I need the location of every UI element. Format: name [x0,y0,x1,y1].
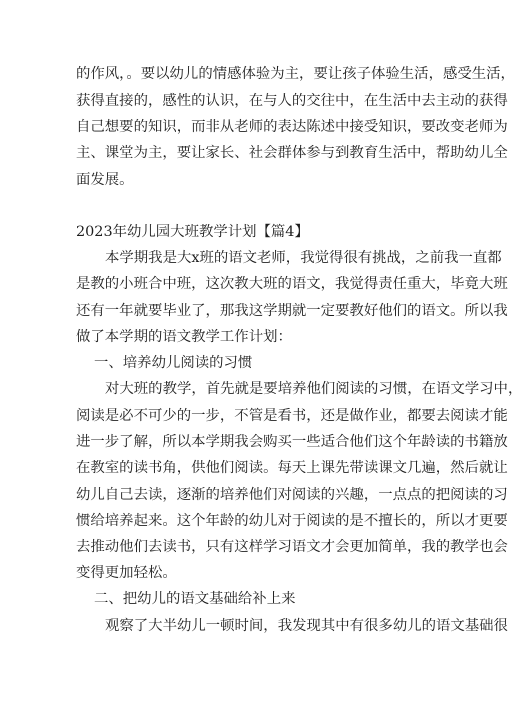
paragraph-3-line-6: 惯给培养起来。这个年龄的幼儿对于阅读的是不擅长的，所以才更要 [76,513,508,529]
paragraph-1-line-3: 自己想要的知识，而非从老师的表达陈述中接受知识，要改变老师为 [76,119,508,135]
paragraph-2-line-2: 是教的小班合中班，这次教大班的语文，我觉得责任重大，毕竟大班 [76,276,508,292]
paragraph-1-line-5: 面发展。 [76,172,134,188]
paragraph-1-line-2: 获得直接的，感性的认识，在与人的交往中，在生活中去主动的获得 [76,93,508,109]
heading-1: 一、培养幼儿阅读的习惯 [94,355,253,371]
heading-2: 二、把幼儿的语文基础给补上来 [94,591,296,607]
section-title: 2023年幼儿园大班教学计划【篇4】 [76,224,309,240]
paragraph-2-line-3: 还有一年就要毕业了，那我这学期就一定要教好他们的语文。所以我 [76,303,508,319]
paragraph-1-line-1: 的作风，。要以幼儿的情感体验为主，要让孩子体验生活，感受生活， [76,66,515,82]
paragraph-3-line-4: 在教室的读书角，供他们阅读。每天上课先带读课文几遍，然后就让 [76,460,508,476]
paragraph-3-line-5: 幼儿自己去读，逐渐的培养他们对阅读的兴趣，一点点的把阅读的习 [76,487,508,503]
paragraph-3-line-1: 对大班的教学，首先就是要培养他们阅读的习惯，在语文学习中， [105,381,522,397]
paragraph-3-line-2: 阅读是必不可少的一步，不管是看书，还是做作业，都要去阅读才能 [76,408,508,424]
paragraph-2-line-1: 本学期我是大x班的语文老师，我觉得很有挑战，之前我一直都 [105,250,502,266]
paragraph-2-line-4: 做了本学期的语文教学工作计划： [76,329,292,345]
paragraph-3-line-3: 进一步了解，所以本学期我会购买一些适合他们这个年龄读的书籍放 [76,434,508,450]
paragraph-1-line-4: 主、课堂为主，要让家长、社会群体参与到教育生活中，帮助幼儿全 [76,145,508,161]
paragraph-4-line-1: 观察了大半幼儿一顿时间，我发现其中有很多幼儿的语文基础很 [105,618,508,634]
paragraph-3-line-7: 去推动他们去读书，只有这样学习语文才会更加简单，我的教学也会 [76,539,508,555]
paragraph-3-line-8: 变得更加轻松。 [76,565,177,581]
